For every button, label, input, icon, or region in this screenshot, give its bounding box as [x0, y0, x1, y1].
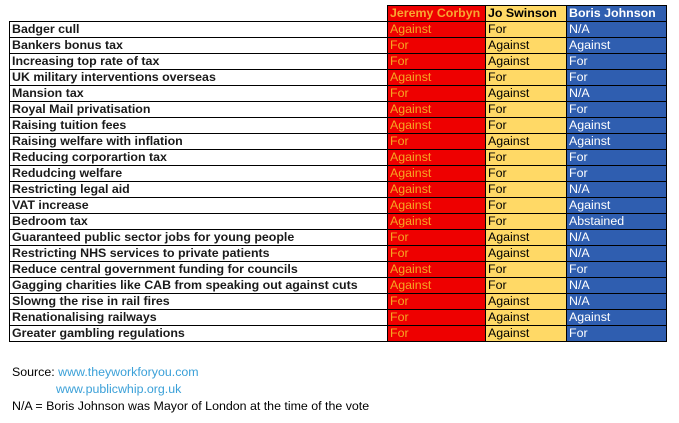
johnson-vote-cell: N/A — [567, 230, 667, 246]
johnson-vote-cell: Against — [567, 198, 667, 214]
issue-cell: Raising tuition fees — [10, 118, 388, 134]
johnson-vote-cell: For — [567, 326, 667, 342]
issue-cell: Royal Mail privatisation — [10, 102, 388, 118]
swinson-vote-cell: Against — [486, 86, 567, 102]
table-row — [10, 38, 667, 54]
swinson-vote-cell: Against — [486, 294, 567, 310]
johnson-vote-cell: For — [567, 150, 667, 166]
issue-cell: Increasing top rate of tax — [10, 54, 388, 70]
source-label: Source: — [12, 365, 55, 379]
swinson-vote-cell: Against — [486, 134, 567, 150]
issue-cell: Slowng the rise in rail fires — [10, 294, 388, 310]
corbyn-vote-cell: For — [388, 230, 486, 246]
swinson-vote-cell: Against — [486, 246, 567, 262]
issue-cell: Raising welfare with inflation — [10, 134, 388, 150]
header-swinson: Jo Swinson — [486, 6, 567, 22]
corbyn-vote-cell: For — [388, 134, 486, 150]
issue-cell: UK military interventions overseas — [10, 70, 388, 86]
johnson-vote-cell: N/A — [567, 182, 667, 198]
table-row — [10, 310, 667, 326]
issue-cell: Restricting NHS services to private patients — [10, 246, 388, 262]
swinson-vote-cell: For — [486, 182, 567, 198]
swinson-vote-cell: For — [486, 22, 567, 38]
corbyn-vote-cell: For — [388, 326, 486, 342]
corbyn-vote-cell: Against — [388, 214, 486, 230]
corbyn-vote-cell: For — [388, 294, 486, 310]
table-row — [10, 182, 667, 198]
johnson-vote-cell: For — [567, 70, 667, 86]
swinson-vote-cell: For — [486, 102, 567, 118]
corbyn-vote-cell: For — [388, 246, 486, 262]
table-row — [10, 86, 667, 102]
swinson-vote-cell: Against — [486, 54, 567, 70]
issue-cell: Greater gambling regulations — [10, 326, 388, 342]
johnson-vote-cell: N/A — [567, 246, 667, 262]
corbyn-vote-cell: Against — [388, 166, 486, 182]
johnson-vote-cell: Against — [567, 310, 667, 326]
johnson-vote-cell: For — [567, 166, 667, 182]
table-row — [10, 134, 667, 150]
issue-cell: Reducing corporartion tax — [10, 150, 388, 166]
table-row — [10, 54, 667, 70]
issue-cell: Gagging charities like CAB from speaking out against cuts — [10, 278, 388, 294]
table-row — [10, 118, 667, 134]
corbyn-vote-cell: Against — [388, 278, 486, 294]
johnson-vote-cell: For — [567, 102, 667, 118]
corbyn-vote-cell: Against — [388, 182, 486, 198]
corbyn-vote-cell: Against — [388, 118, 486, 134]
corbyn-vote-cell: For — [388, 310, 486, 326]
johnson-vote-cell: N/A — [567, 294, 667, 310]
header-blank-cell — [10, 6, 388, 22]
table-row — [10, 102, 667, 118]
corbyn-vote-cell: Against — [388, 70, 486, 86]
source-line-2 — [56, 382, 181, 397]
johnson-vote-cell: For — [567, 262, 667, 278]
johnson-vote-cell: N/A — [567, 86, 667, 102]
table-row — [10, 326, 667, 342]
johnson-vote-cell: N/A — [567, 278, 667, 294]
table-row — [10, 294, 667, 310]
swinson-vote-cell: Against — [486, 310, 567, 326]
issue-cell: Renationalising railways — [10, 310, 388, 326]
corbyn-vote-cell: Against — [388, 22, 486, 38]
source-link-publicwhip[interactable]: www.publicwhip.org.uk — [56, 382, 182, 396]
table-row — [10, 230, 667, 246]
swinson-vote-cell: For — [486, 198, 567, 214]
issue-cell: VAT increase — [10, 198, 388, 214]
johnson-vote-cell: N/A — [567, 22, 667, 38]
header-row — [10, 6, 667, 22]
table-row — [10, 198, 667, 214]
corbyn-vote-cell: Against — [388, 150, 486, 166]
table-row — [10, 278, 667, 294]
votes-table-body — [10, 6, 667, 342]
issue-cell: Restricting legal aid — [10, 182, 388, 198]
header-johnson: Boris Johnson — [567, 6, 667, 22]
issue-cell: Bankers bonus tax — [10, 38, 388, 54]
source-line — [12, 365, 199, 380]
table-row — [10, 262, 667, 278]
corbyn-vote-cell: Against — [388, 198, 486, 214]
swinson-vote-cell: For — [486, 214, 567, 230]
swinson-vote-cell: For — [486, 166, 567, 182]
swinson-vote-cell: Against — [486, 38, 567, 54]
table-row — [10, 22, 667, 38]
source-link-theyworkforyou[interactable]: www.theyworkforyou.com — [58, 365, 199, 379]
swinson-vote-cell: Against — [486, 230, 567, 246]
table-row — [10, 150, 667, 166]
johnson-vote-cell: Against — [567, 38, 667, 54]
corbyn-vote-cell: For — [388, 54, 486, 70]
issue-cell: Reduce central government funding for councils — [10, 262, 388, 278]
issue-cell: Badger cull — [10, 22, 388, 38]
swinson-vote-cell: For — [486, 150, 567, 166]
table-row — [10, 166, 667, 182]
issue-cell: Bedroom tax — [10, 214, 388, 230]
table-row — [10, 214, 667, 230]
footnote: N/A = Boris Johnson was Mayor of London at the time of the vote — [12, 399, 370, 413]
issue-cell: Mansion tax — [10, 86, 388, 102]
swinson-vote-cell: For — [486, 278, 567, 294]
swinson-vote-cell: For — [486, 70, 567, 86]
table-row — [10, 70, 667, 86]
corbyn-vote-cell: For — [388, 38, 486, 54]
johnson-vote-cell: Against — [567, 118, 667, 134]
corbyn-vote-cell: Against — [388, 102, 486, 118]
table-row — [10, 246, 667, 262]
header-corbyn: Jeremy Corbyn — [388, 6, 486, 22]
issue-cell: Redudcing welfare — [10, 166, 388, 182]
johnson-vote-cell: Against — [567, 134, 667, 150]
votes-table — [9, 5, 667, 342]
johnson-vote-cell: For — [567, 54, 667, 70]
issue-cell: Guaranteed public sector jobs for young people — [10, 230, 388, 246]
swinson-vote-cell: For — [486, 118, 567, 134]
johnson-vote-cell: Abstained — [567, 214, 667, 230]
corbyn-vote-cell: For — [388, 86, 486, 102]
swinson-vote-cell: For — [486, 262, 567, 278]
swinson-vote-cell: Against — [486, 326, 567, 342]
corbyn-vote-cell: Against — [388, 262, 486, 278]
